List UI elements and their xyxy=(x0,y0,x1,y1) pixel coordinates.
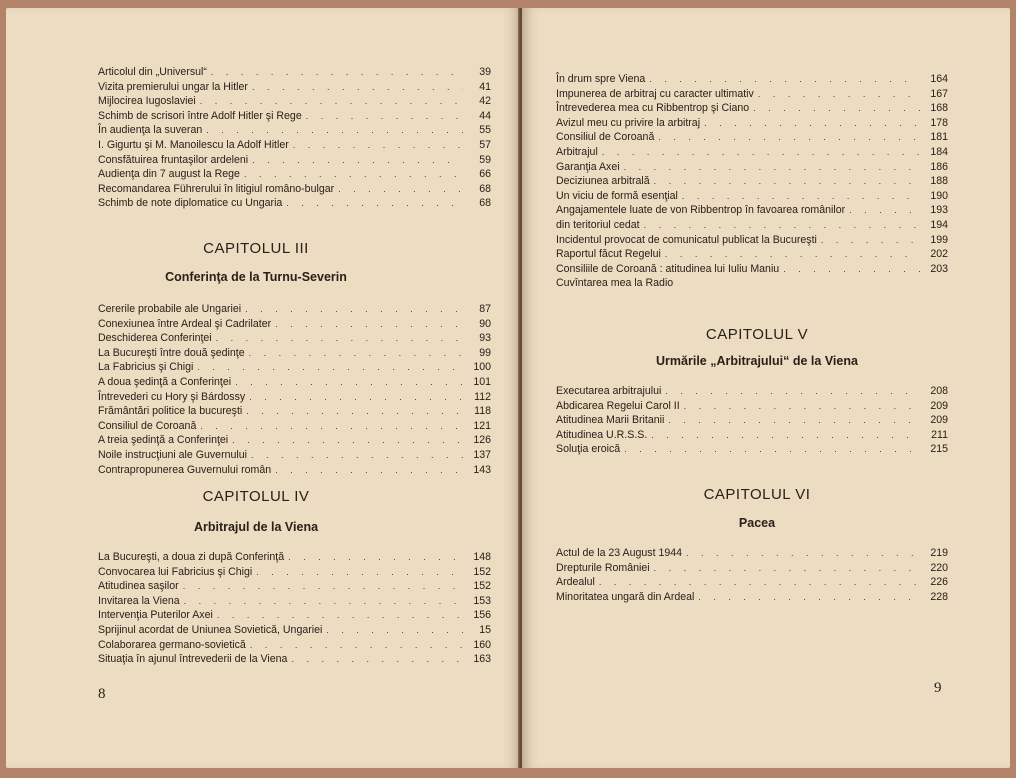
section-title: Conferinţa de la Turnu-Severin xyxy=(165,270,347,284)
toc-entry-page: 68 xyxy=(479,197,491,210)
toc-entry xyxy=(98,302,491,317)
chapter-heading: CAPITOLUL III xyxy=(203,240,309,257)
toc-entry xyxy=(98,94,491,109)
section-title: Urmările „Arbitrajului“ de la Viena xyxy=(656,354,858,368)
toc-entry xyxy=(98,65,491,80)
toc-entry-title: Minoritatea ungară din Ardeal xyxy=(556,590,695,603)
dot-leader xyxy=(256,565,463,580)
toc-entry-title: Garanţia Axei xyxy=(556,160,620,173)
toc-entry-title: Avizul meu cu privire la arbitraj xyxy=(556,116,701,129)
toc-entry-page: 202 xyxy=(930,248,948,261)
toc-entry-title: Convocarea lui Fabricius şi Chigi xyxy=(98,565,253,578)
toc-entry-page: 87 xyxy=(479,303,491,315)
toc-entry-page: 209 xyxy=(930,399,948,412)
toc-entry xyxy=(556,145,948,160)
toc-entry-title: Colaborarea germano-sovietică xyxy=(98,638,246,651)
toc-entry-page: 99 xyxy=(479,346,491,359)
toc-entry-page: 219 xyxy=(930,547,948,559)
dot-leader xyxy=(252,153,463,168)
toc-entry-page: 55 xyxy=(479,124,491,137)
dot-leader xyxy=(235,375,463,390)
toc-entry-title: Sprijinul acordat de Uniunea Sovietică, Ungariei xyxy=(98,623,323,636)
toc-entry xyxy=(98,153,491,168)
dot-leader xyxy=(649,72,920,87)
dot-leader xyxy=(338,182,463,197)
toc-entry-page: 57 xyxy=(479,138,491,151)
toc-entry-title: Schimb de note diplomatice cu Ungaria xyxy=(98,197,283,210)
dot-leader xyxy=(288,550,463,565)
toc-entry xyxy=(556,442,948,457)
toc-entry-page: 211 xyxy=(931,428,948,441)
dot-leader xyxy=(252,80,463,95)
dot-leader xyxy=(200,94,463,109)
toc-list xyxy=(556,384,948,457)
dot-leader xyxy=(624,442,920,457)
toc-entry-title: Atitudinea Marii Britanii xyxy=(556,414,665,427)
toc-entry xyxy=(98,404,491,419)
toc-entry-title: La Bucureşti, a doua zi după Conferinţă xyxy=(98,551,285,563)
toc-entry-title: Conexiunea între Ardeal şi Cadrilater xyxy=(98,317,272,330)
toc-entry xyxy=(556,276,948,291)
dot-leader xyxy=(654,174,920,189)
toc-entry xyxy=(98,360,491,375)
toc-entry xyxy=(556,575,948,590)
dot-leader xyxy=(624,160,920,175)
toc-entry-title: Consiliul de Coroană xyxy=(98,419,197,432)
toc-entry xyxy=(556,130,948,145)
toc-entry xyxy=(98,463,491,478)
dot-leader xyxy=(665,384,920,399)
toc-entry-page: 193 xyxy=(930,204,948,217)
toc-entry-page: 164 xyxy=(930,73,948,85)
toc-entry-page: 100 xyxy=(473,361,491,374)
toc-entry xyxy=(556,160,948,175)
toc-entry-page: 101 xyxy=(473,375,491,388)
dot-leader xyxy=(326,623,463,638)
toc-entry-title: Drepturile României xyxy=(556,561,650,574)
toc-entry-title: Întrevederea mea cu Ribbentrop şi Ciano xyxy=(556,102,750,115)
toc-entry-page: 168 xyxy=(930,102,948,115)
toc-entry-page: 152 xyxy=(473,565,491,578)
toc-entry xyxy=(98,317,491,332)
toc-entry xyxy=(556,247,948,262)
toc-entry xyxy=(98,331,491,346)
dot-leader xyxy=(698,590,920,605)
toc-entry-page: 186 xyxy=(930,160,948,173)
toc-entry xyxy=(556,233,948,248)
toc-entry-title: Un viciu de formă esenţial xyxy=(556,189,678,202)
toc-entry xyxy=(98,623,491,638)
toc-entry xyxy=(98,594,491,609)
dot-leader xyxy=(651,428,920,443)
toc-entry-title: Deschiderea Conferinţei xyxy=(98,332,212,345)
toc-entry-title: Contrapropunerea Guvernului român xyxy=(98,463,272,476)
toc-entry-page: 118 xyxy=(474,405,491,418)
toc-entry-page: 209 xyxy=(930,414,948,427)
page-number: 8 xyxy=(98,686,106,702)
dot-leader xyxy=(684,399,920,414)
toc-list xyxy=(98,302,491,477)
dot-leader xyxy=(658,130,920,145)
toc-entry-page: 184 xyxy=(930,145,948,158)
toc-entry-page: 143 xyxy=(473,463,491,476)
dot-leader xyxy=(232,433,463,448)
dot-leader xyxy=(211,65,463,80)
dot-leader xyxy=(306,109,463,124)
toc-list xyxy=(556,546,948,604)
toc-entry-title: Atitudinea U.R.S.S. xyxy=(556,428,648,441)
toc-entry-page: 42 xyxy=(479,95,491,108)
toc-entry-page: 148 xyxy=(473,551,491,563)
dot-leader xyxy=(821,233,920,248)
toc-entry-title: Recomandarea Führerului în litigiul româno-bulgar xyxy=(98,182,335,195)
toc-entry xyxy=(556,116,948,131)
chapter-heading: CAPITOLUL VI xyxy=(703,486,811,503)
toc-entry-title: I. Gigurtu şi M. Manoilescu la Adolf Hitler xyxy=(98,138,289,151)
toc-entry-title: Consiliul de Coroană xyxy=(556,131,655,144)
toc-entry-title: Actul de la 23 August 1944 xyxy=(556,547,683,559)
toc-entry-title: Executarea arbitrajului xyxy=(556,385,662,397)
toc-entry-page: 199 xyxy=(930,233,948,246)
dot-leader xyxy=(244,167,463,182)
toc-entry xyxy=(98,80,491,95)
toc-entry-title: Schimb de scrisori între Adolf Hitler şi Rege xyxy=(98,109,302,122)
toc-entry xyxy=(556,590,948,605)
toc-list xyxy=(556,72,948,291)
toc-entry xyxy=(556,428,948,443)
chapter-heading: CAPITOLUL V xyxy=(705,326,809,343)
toc-entry-title: Cuvîntarea mea la Radio xyxy=(556,277,674,290)
section-title: Pacea xyxy=(738,516,776,530)
toc-entry-page: 190 xyxy=(930,189,948,202)
toc-entry-page: 59 xyxy=(479,153,491,166)
toc-entry-page: 163 xyxy=(473,653,491,666)
toc-entry-title: Întrevederi cu Hory şi Bárdossy xyxy=(98,390,246,403)
dot-leader xyxy=(251,448,463,463)
dot-leader xyxy=(758,87,920,102)
dot-leader xyxy=(197,360,463,375)
dot-leader xyxy=(250,638,463,653)
toc-entry xyxy=(556,203,948,218)
section-title: Arbitrajul de la Viena xyxy=(193,520,319,534)
toc-entry-page: 90 xyxy=(479,317,491,330)
toc-entry-title: Invitarea la Viena xyxy=(98,594,180,607)
dot-leader xyxy=(245,302,463,317)
toc-entry-page: 188 xyxy=(930,175,948,188)
toc-entry xyxy=(98,652,491,667)
toc-entry xyxy=(556,72,948,87)
toc-entry-title: Vizita premierului ungar la Hitler xyxy=(98,80,248,93)
toc-entry-page: 126 xyxy=(473,434,491,447)
toc-entry-title: În drum spre Viena xyxy=(556,73,646,85)
toc-entry-page: 181 xyxy=(930,131,948,144)
toc-entry-title: A doua şedinţă a Conferinţei xyxy=(98,375,232,388)
toc-entry-page: 208 xyxy=(930,385,948,397)
toc-entry xyxy=(98,433,491,448)
toc-entry-title: Incidentul provocat de comunicatul publicat la Bucureşti xyxy=(556,233,817,246)
toc-entry-page: 226 xyxy=(930,576,948,589)
dot-leader xyxy=(200,419,463,434)
toc-entry xyxy=(556,87,948,102)
toc-entry xyxy=(556,546,948,561)
toc-entry-title: din teritoriul cedat xyxy=(556,218,640,231)
toc-entry-title: La Fabricius şi Chigi xyxy=(98,361,194,374)
toc-entry-title: Raportul făcut Regelui xyxy=(556,248,661,261)
toc-entry-page: 215 xyxy=(930,443,948,456)
toc-entry xyxy=(556,174,948,189)
toc-entry xyxy=(98,346,491,361)
toc-entry xyxy=(98,123,491,138)
toc-entry-title: Noile instrucţiuni ale Guvernului xyxy=(98,448,247,461)
toc-entry-title: Impunerea de arbitraj cu caracter ultimativ xyxy=(556,87,754,100)
toc-entry-page: 15 xyxy=(479,623,491,636)
dot-leader xyxy=(249,390,463,405)
dot-leader xyxy=(293,138,463,153)
dot-leader xyxy=(704,116,920,131)
toc-entry-title: Atitudinea saşilor xyxy=(98,580,179,593)
toc-entry-title: Angajamentele luate de von Ribbentrop în favoarea românilor xyxy=(556,204,846,217)
toc-entry-page: 194 xyxy=(930,218,948,231)
toc-entry xyxy=(556,189,948,204)
toc-entry-title: Deciziunea arbitrală xyxy=(556,175,650,188)
dot-leader xyxy=(783,262,920,277)
toc-entry-page: 160 xyxy=(473,638,491,651)
toc-entry xyxy=(556,413,948,428)
toc-entry-page: 137 xyxy=(473,448,491,461)
dot-leader xyxy=(275,317,463,332)
toc-entry xyxy=(556,561,948,576)
left-page xyxy=(6,8,520,768)
toc-list xyxy=(98,550,491,667)
toc-entry-page: 112 xyxy=(474,390,491,403)
toc-entry xyxy=(98,390,491,405)
toc-entry-title: Articolul din „Universul“ xyxy=(98,66,207,78)
dot-leader xyxy=(183,579,463,594)
dot-leader xyxy=(291,652,463,667)
dot-leader xyxy=(849,203,920,218)
toc-entry xyxy=(98,138,491,153)
toc-entry-page: 152 xyxy=(473,580,491,593)
toc-entry-page: 153 xyxy=(473,594,491,607)
toc-entry-title: Consfătuirea fruntaşilor ardeleni xyxy=(98,153,249,166)
toc-entry xyxy=(98,638,491,653)
toc-entry xyxy=(98,419,491,434)
toc-entry xyxy=(98,448,491,463)
toc-entry-page: 41 xyxy=(479,80,491,93)
dot-leader xyxy=(206,123,463,138)
toc-entry xyxy=(556,399,948,414)
toc-entry xyxy=(98,608,491,623)
toc-entry-page: 167 xyxy=(930,87,948,100)
dot-leader xyxy=(184,594,463,609)
toc-entry-page: 178 xyxy=(930,116,948,129)
dot-leader xyxy=(217,608,463,623)
dot-leader xyxy=(654,561,920,576)
toc-entry xyxy=(98,550,491,565)
toc-entry xyxy=(556,101,948,116)
toc-entry-page: 93 xyxy=(479,332,491,345)
toc-entry-page: 220 xyxy=(930,561,948,574)
toc-entry xyxy=(98,109,491,124)
toc-entry-page: 44 xyxy=(479,109,491,122)
dot-leader xyxy=(665,247,920,262)
dot-leader xyxy=(275,463,463,478)
chapter-heading: CAPITOLUL IV xyxy=(202,488,310,505)
toc-entry xyxy=(98,182,491,197)
toc-entry xyxy=(98,579,491,594)
right-page xyxy=(522,8,1010,768)
toc-entry-title: Ardealul xyxy=(556,576,595,589)
dot-leader xyxy=(644,218,920,233)
toc-entry xyxy=(98,565,491,580)
toc-entry-title: A treia şedinţă a Conferinţei xyxy=(98,434,229,447)
toc-entry-title: Mijlocirea Iugoslaviei xyxy=(98,95,196,108)
toc-entry xyxy=(98,375,491,390)
toc-entry xyxy=(556,218,948,233)
toc-entry-title: Audienţa din 7 august la Rege xyxy=(98,168,240,181)
toc-entry-title: La Bucureşti între două şedinţe xyxy=(98,346,245,359)
dot-leader xyxy=(682,189,920,204)
toc-entry-title: Soluţia eroică xyxy=(556,443,621,456)
toc-entry-title: Arbitrajul xyxy=(556,145,598,158)
toc-entry-page: 66 xyxy=(479,168,491,181)
toc-entry-title: Frământări politice la bucureşti xyxy=(98,405,243,418)
toc-entry-page: 39 xyxy=(479,66,491,78)
toc-entry-page: 68 xyxy=(479,182,491,195)
toc-entry-page: 121 xyxy=(473,419,491,432)
toc-entry-page: 228 xyxy=(930,590,948,603)
dot-leader xyxy=(668,413,920,428)
dot-leader xyxy=(602,145,920,160)
dot-leader xyxy=(753,101,920,116)
toc-entry xyxy=(556,384,948,399)
dot-leader xyxy=(286,196,463,211)
toc-entry-title: Cererile probabile ale Ungariei xyxy=(98,303,242,315)
toc-entry-title: Intervenţia Puterilor Axei xyxy=(98,609,213,622)
dot-leader xyxy=(216,331,463,346)
toc-entry-page: 156 xyxy=(473,609,491,622)
toc-entry-title: Consiliile de Coroană : atitudinea lui Iuliu Maniu xyxy=(556,262,780,275)
toc-entry xyxy=(556,262,948,277)
toc-entry xyxy=(98,196,491,211)
toc-entry-title: În audienţa la suveran xyxy=(98,124,203,137)
dot-leader xyxy=(249,346,463,361)
toc-entry-title: Abdicarea Regelui Carol II xyxy=(556,399,680,412)
toc-list xyxy=(98,65,491,211)
dot-leader xyxy=(686,546,920,561)
dot-leader xyxy=(599,575,920,590)
toc-entry xyxy=(98,167,491,182)
toc-entry-page: 203 xyxy=(930,262,948,275)
toc-entry-title: Situaţia în ajunul întrevederii de la Viena xyxy=(98,653,288,666)
dot-leader xyxy=(246,404,463,419)
page-number: 9 xyxy=(934,680,942,696)
